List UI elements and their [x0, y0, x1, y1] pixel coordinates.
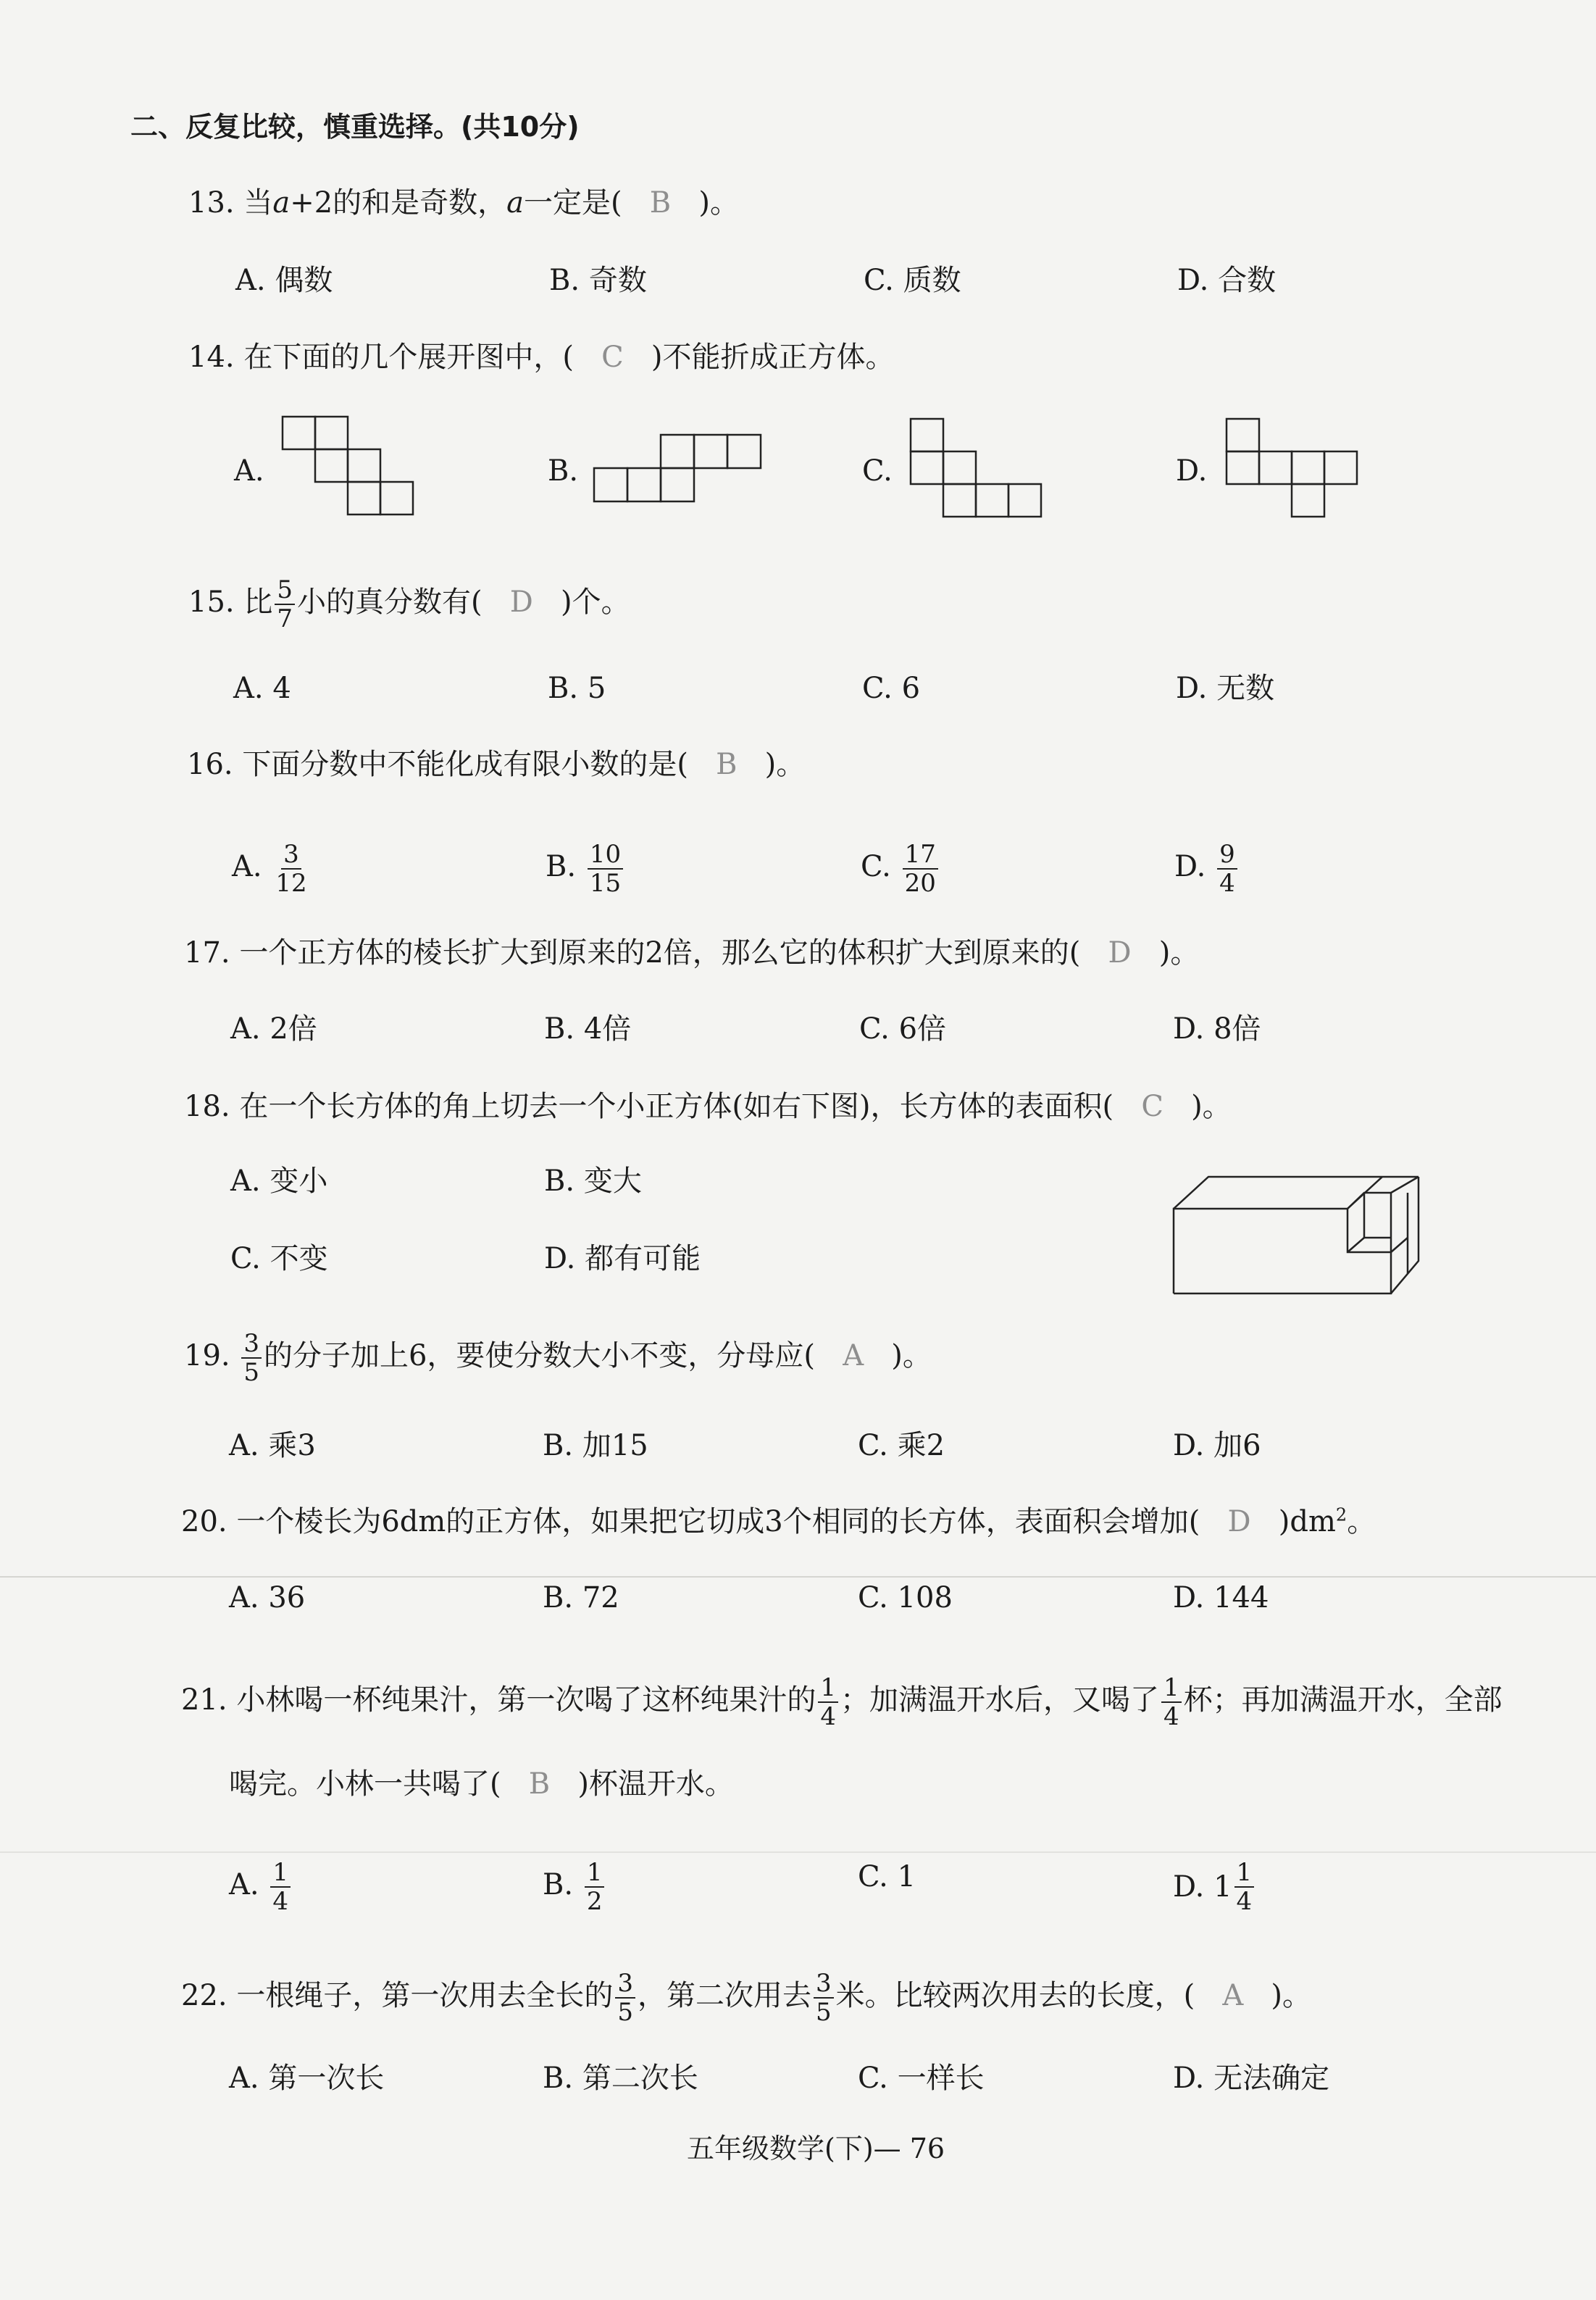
q22-option-c: C. 一样长: [858, 2062, 985, 2095]
answer-15: D: [509, 586, 533, 619]
q13-option-a: A. 偶数: [235, 264, 333, 297]
q22-option-b: B. 第二次长: [543, 2062, 698, 2095]
cube-net-c: [911, 419, 1045, 520]
fraction: $\frac{1}{2}$: [585, 1859, 605, 1915]
scan-line: [0, 1851, 1596, 1853]
question-14: 14. 在下面的几个展开图中，( C )不能折成正方体。: [188, 341, 895, 374]
question-22: 22. 一根绳子，第一次用去全长的 $\frac{3}{5}$ ，第二次用去 $\frac{3}{5}$ 米。比较两次用去的长度，( A )。: [181, 1969, 1312, 2027]
fraction: $\frac{3}{5}$: [814, 1970, 834, 2026]
question-21-line2: 喝完。小林一共喝了( B )杯温开水。: [229, 1767, 734, 1801]
q21-option-d: D. 1 $\frac{1}{4}$: [1173, 1859, 1256, 1915]
answer-14: C: [601, 341, 624, 374]
answer-13: B: [649, 186, 672, 220]
q17-option-a: A. 2倍: [230, 1012, 317, 1046]
answer-22: A: [1222, 1979, 1244, 2012]
q15-option-b: B. 5: [548, 672, 606, 705]
answer-17: D: [1108, 936, 1132, 970]
q14-option-a: A.: [234, 454, 264, 488]
q20-option-d: D. 144: [1173, 1581, 1269, 1614]
q22-option-a: A. 第一次长: [229, 2062, 385, 2095]
q19-option-d: D. 加6: [1173, 1429, 1261, 1462]
fraction: $\frac{9}{4}$: [1217, 841, 1237, 897]
q16-option-b: B. $\frac{10}{15}$: [546, 841, 625, 897]
scan-line: [0, 1576, 1596, 1578]
question-16: 16. 下面分数中不能化成有限小数的是( B )。: [187, 748, 806, 781]
q20-option-a: A. 36: [229, 1581, 306, 1614]
q16-option-a: A. $\frac{3}{12}$: [232, 841, 312, 897]
answer-19: A: [843, 1339, 864, 1372]
cube-net-d: [1227, 419, 1361, 520]
answer-20: D: [1227, 1505, 1251, 1538]
fraction: $\frac{3}{5}$: [615, 1970, 635, 2026]
fraction: $\frac{1}{4}$: [270, 1859, 291, 1915]
q21-option-b: B. $\frac{1}{2}$: [543, 1859, 606, 1915]
q19-option-a: A. 乘3: [229, 1429, 316, 1462]
question-15: 15. 比 $\frac{5}{7}$ 小的真分数有( D )个。: [188, 575, 630, 633]
question-21: 21. 小林喝一杯纯果汁，第一次喝了这杯纯果汁的 $\frac{1}{4}$ ；加满温开水后，又喝了 $\frac{1}{4}$ 杯；再加满温开水，全部: [181, 1673, 1503, 1731]
q15-option-d: D. 无数: [1176, 672, 1275, 705]
fraction: $\frac{1}{4}$: [818, 1674, 838, 1730]
q14-option-b: B.: [548, 454, 579, 488]
q19-option-b: B. 加15: [543, 1429, 648, 1462]
q17-option-c: C. 6倍: [859, 1012, 947, 1046]
q13-option-b: B. 奇数: [549, 264, 647, 297]
q18-option-d: D. 都有可能: [544, 1242, 701, 1275]
answer-18: C: [1141, 1090, 1163, 1123]
fraction: $\frac{10}{15}$: [588, 841, 623, 897]
q17-option-d: D. 8倍: [1173, 1012, 1261, 1046]
q19-option-c: C. 乘2: [858, 1429, 945, 1462]
q17-option-b: B. 4倍: [544, 1012, 632, 1046]
mixed-number: 1 $\frac{1}{4}$: [1213, 1859, 1256, 1915]
fraction: $\frac{1}{4}$: [1234, 1859, 1255, 1915]
question-13: 13. 当a+2的和是奇数，a一定是( B )。: [188, 186, 739, 220]
page-footer: 五年级数学(下)— 76: [687, 2133, 945, 2164]
question-19: 19. $\frac{3}{5}$ 的分子加上6，要使分数大小不变，分母应( A )。: [184, 1329, 932, 1387]
q14-option-c: C.: [862, 454, 893, 488]
fraction: $\frac{3}{5}$: [241, 1330, 262, 1386]
q15-option-a: A. 4: [233, 672, 291, 705]
cube-net-b: [594, 435, 761, 504]
question-18: 18. 在一个长方体的角上切去一个小正方体(如右下图)，长方体的表面积( C )。: [184, 1090, 1232, 1123]
q13-option-c: C. 质数: [864, 264, 961, 297]
fraction: $\frac{5}{7}$: [275, 576, 295, 633]
q16-option-c: C. $\frac{17}{20}$: [861, 841, 940, 897]
q13-option-d: D. 合数: [1177, 264, 1277, 297]
q16-option-d: D. $\frac{9}{4}$: [1174, 841, 1240, 897]
q20-option-b: B. 72: [543, 1581, 619, 1614]
q14-option-d: D.: [1176, 454, 1208, 488]
fraction: $\frac{17}{20}$: [903, 841, 938, 897]
answer-21: B: [528, 1767, 551, 1801]
section-heading: 二、反复比较，慎重选择。(共10分): [130, 111, 580, 143]
fraction: $\frac{3}{12}$: [275, 840, 307, 898]
cube-net-a: [283, 417, 427, 518]
q18-option-c: C. 不变: [230, 1242, 328, 1275]
q18-option-b: B. 变大: [544, 1164, 642, 1198]
q22-option-d: D. 无法确定: [1173, 2062, 1330, 2095]
q18-option-a: A. 变小: [230, 1164, 328, 1198]
q15-option-c: C. 6: [862, 672, 921, 705]
q21-option-c: C. 1: [858, 1860, 916, 1893]
answer-16: B: [716, 748, 738, 781]
question-17: 17. 一个正方体的棱长扩大到原来的2倍，那么它的体积扩大到原来的( D )。: [184, 936, 1200, 970]
q21-option-a: A. $\frac{1}{4}$: [229, 1859, 293, 1915]
cuboid-cut-corner-figure: [1172, 1174, 1422, 1297]
q20-option-c: C. 108: [858, 1581, 953, 1614]
question-20: 20. 一个棱长为6dm的正方体，如果把它切成3个相同的长方体，表面积会增加( D )$dm^2$。: [181, 1504, 1376, 1538]
fraction: $\frac{1}{4}$: [1161, 1674, 1182, 1730]
